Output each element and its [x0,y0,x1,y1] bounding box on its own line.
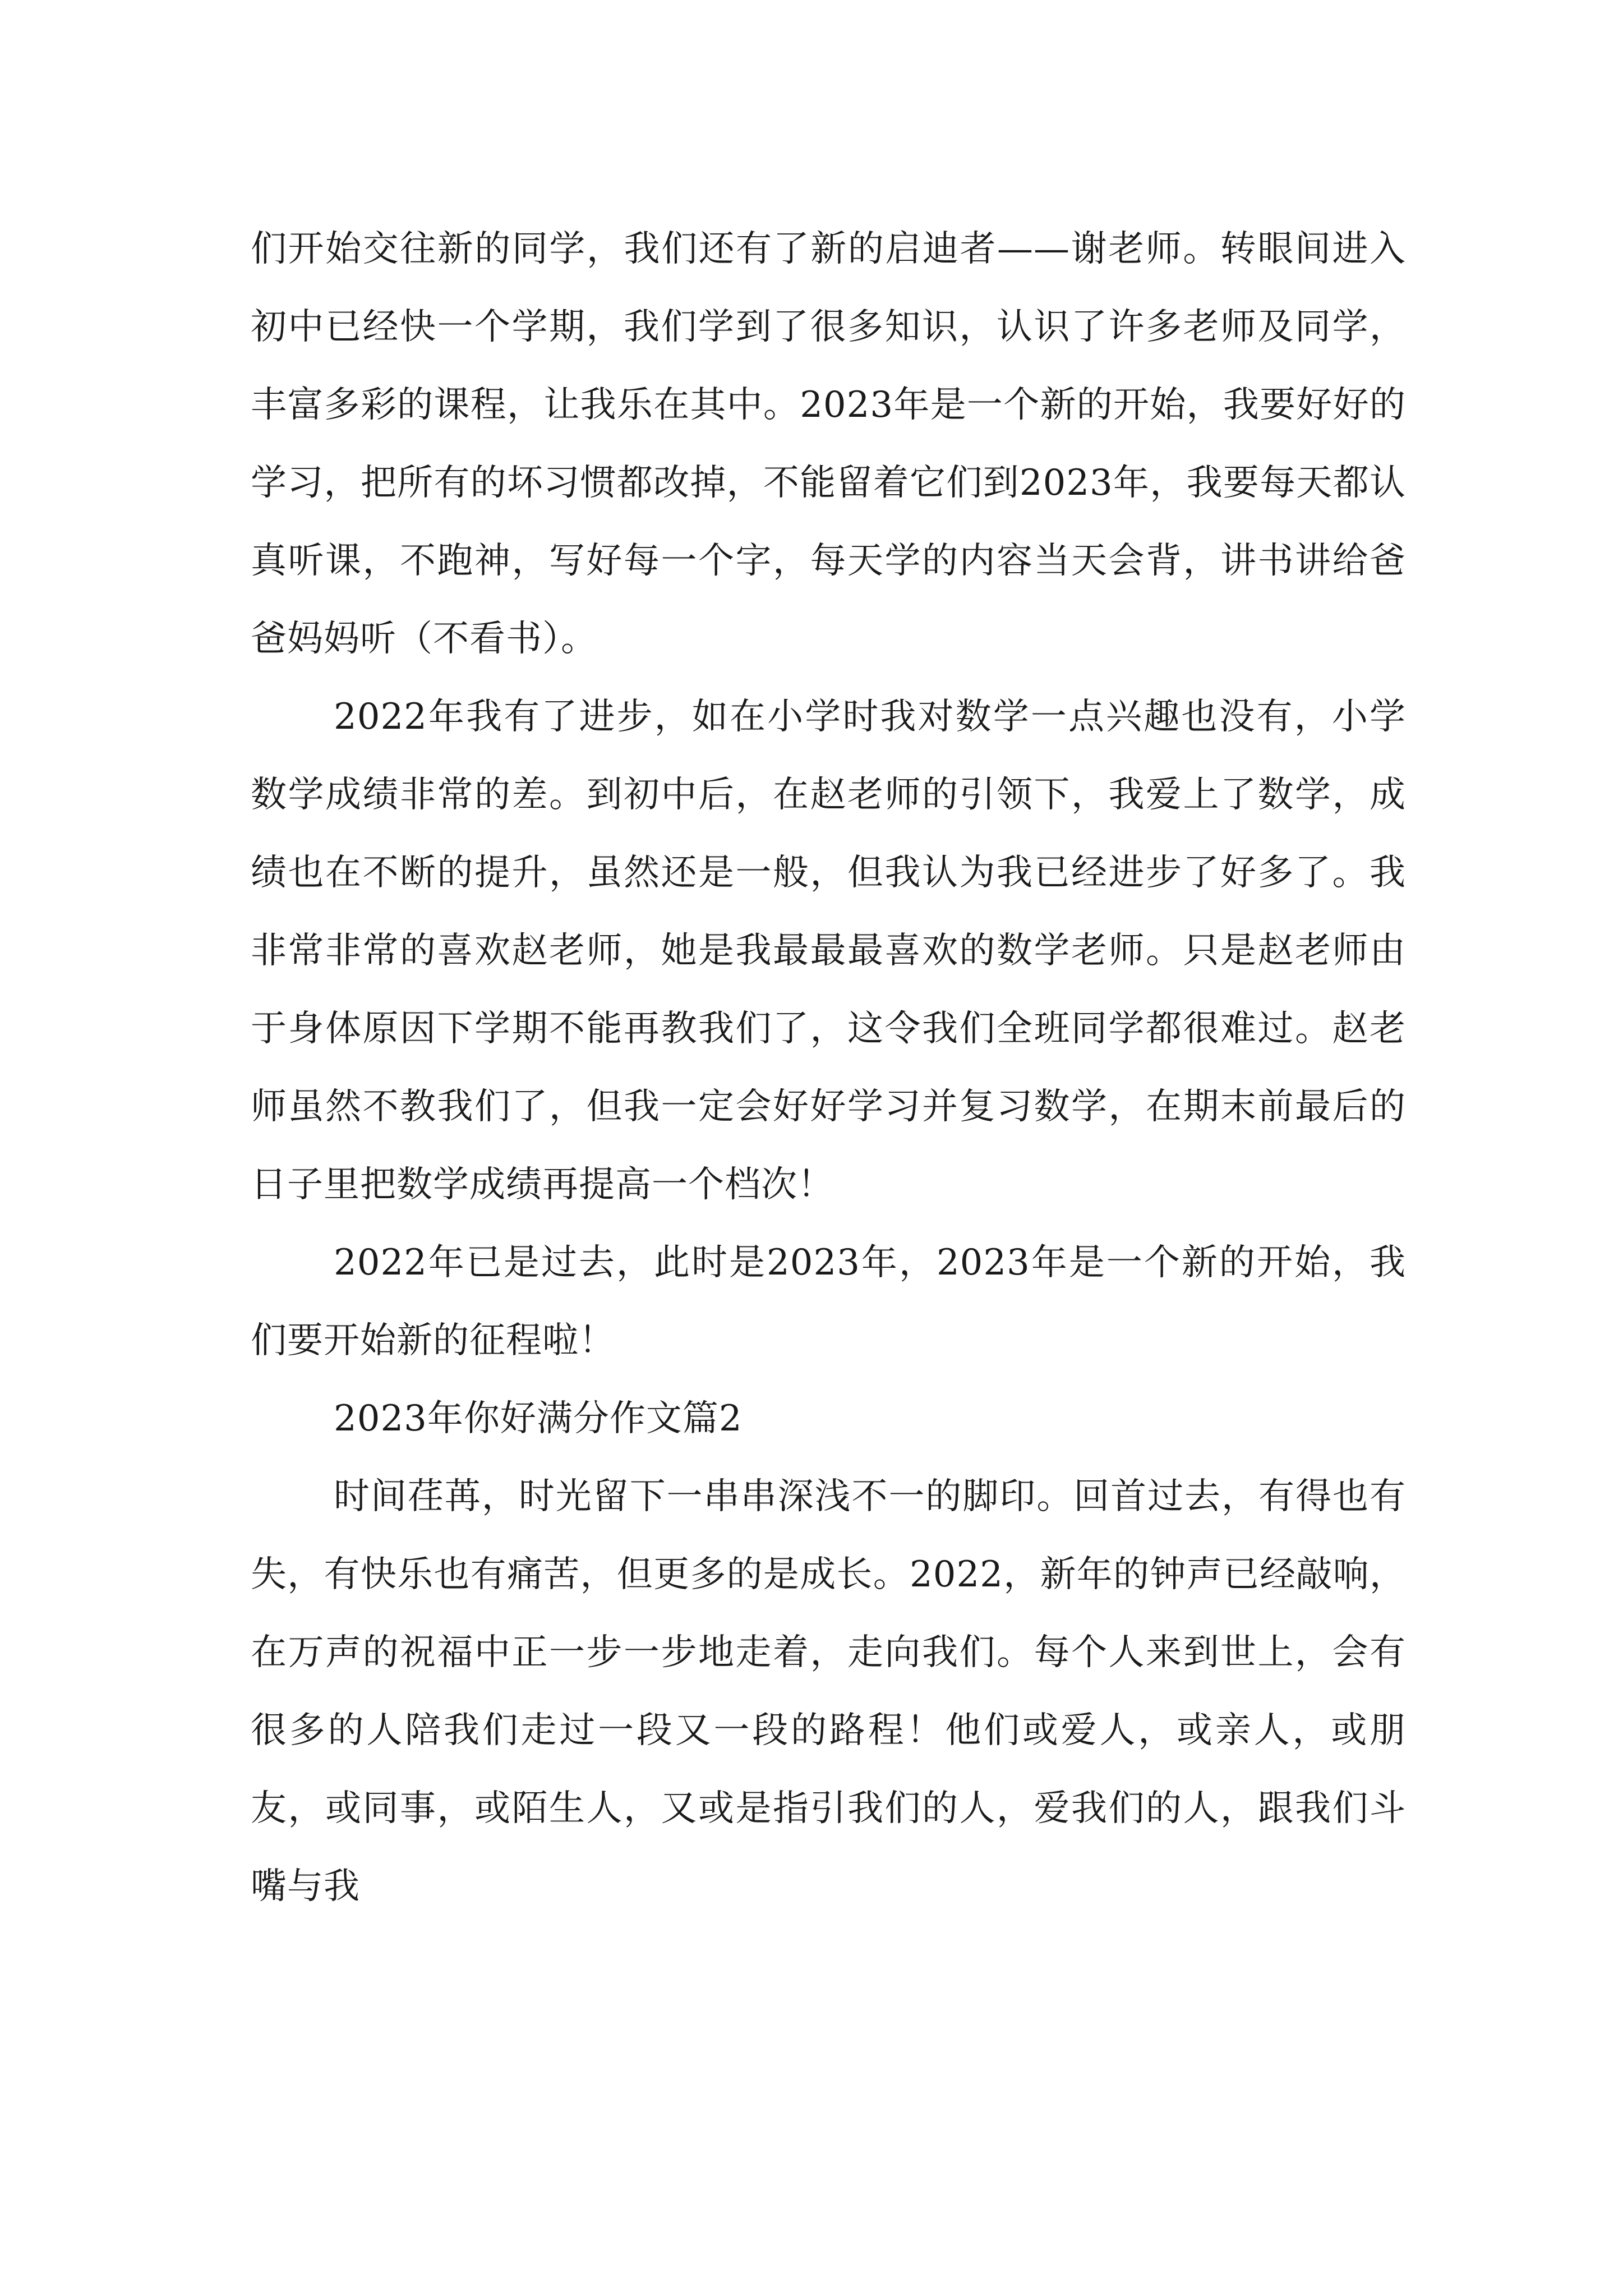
paragraph-continued: 们开始交往新的同学，我们还有了新的启迪者——谢老师。转眼间进入初中已经快一个学期，我们学到了很多知识，认识了许多老师及同学，丰富多彩的课程，让我乐在其中。2023年是一个新的开始，我要好好的学习，把所有的坏习惯都改掉，不能留着它们到2023年，我要每天都认真听课，不跑神，写好每一个字，每天学的内容当天会背，讲书讲给爸爸妈妈听（不看书）。 [251,228,1406,660]
paragraph: 时间荏苒，时光留下一串串深浅不一的脚印。回首过去，有得也有失，有快乐也有痛苦，但更多的是成长。2022，新年的钟声已经敲响，在万声的祝福中正一步一步地走着，走向我们。每个人来到世上，会有很多的人陪我们走过一段又一段的路程！他们或爱人，或亲人，或朋友，或同事，或陌生人，又或是指引我们的人，爱我们的人，跟我们斗嘴与我 [251,1476,1406,1907]
document-body [251,210,1406,1926]
paragraph: 2022年我有了进步，如在小学时我对数学一点兴趣也没有，小学数学成绩非常的差。到初中后，在赵老师的引领下，我爱上了数学，成绩也在不断的提升，虽然还是一般，但我认为我已经进步了好多了。我非常非常的喜欢赵老师，她是我最最最喜欢的数学老师。只是赵老师由于身体原因下学期不能再教我们了，这令我们全班同学都很难过。赵老师虽然不教我们了，但我一定会好好学习并复习数学，在期末前最后的日子里把数学成绩再提高一个档次！ [251,696,1406,1205]
paragraph: 2022年已是过去，此时是2023年，2023年是一个新的开始，我们要开始新的征程啦！ [251,1242,1406,1361]
section-heading: 2023年你好满分作文篇2 [334,1398,743,1439]
